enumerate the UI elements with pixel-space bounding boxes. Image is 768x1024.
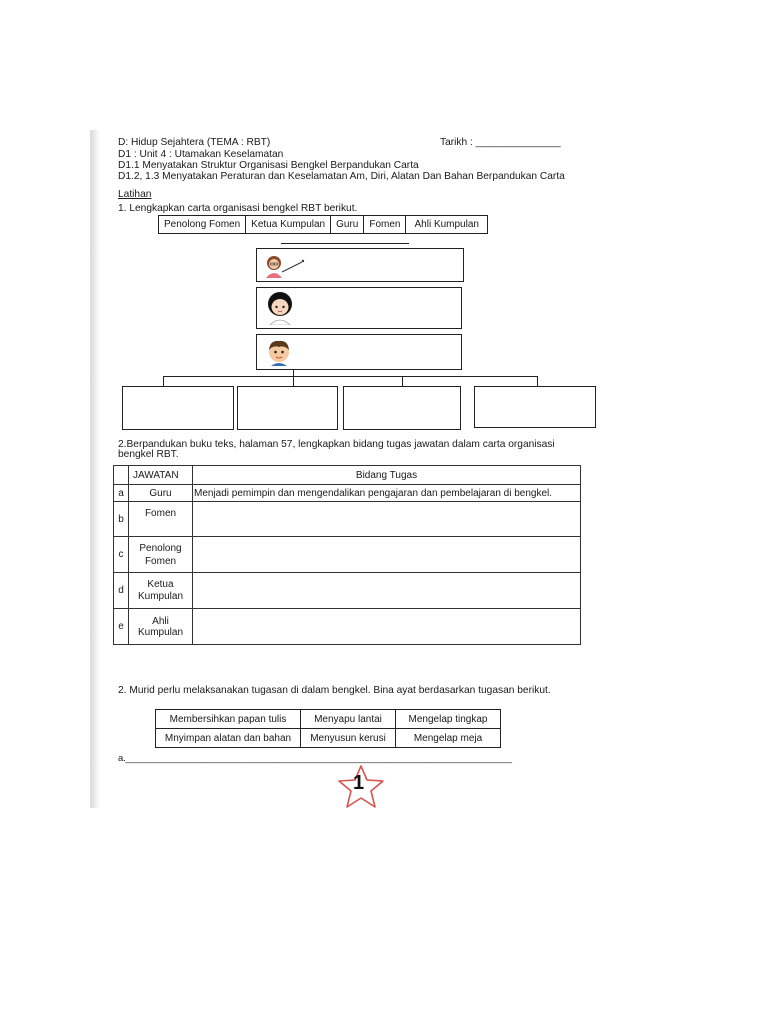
task-cell: Menyusun kerusi: [301, 729, 396, 748]
row-role: Guru: [129, 485, 193, 502]
task-cell: Mengelap meja: [396, 729, 501, 748]
q3-prompt: 2. Murid perlu melaksanakan tugasan di dalam bengkel. Bina ayat berdasarkan tugasan berikut.: [118, 685, 551, 696]
page-shadow: [90, 130, 100, 808]
header-theme: D: Hidup Sejahtera (TEMA : RBT): [118, 137, 271, 148]
row-role: Ahli Kumpulan: [129, 609, 193, 645]
role-word: Ketua Kumpulan: [246, 216, 331, 234]
row-letter: c: [114, 537, 129, 573]
connector-drop: [402, 376, 403, 386]
boy-student-icon: [264, 338, 294, 366]
task-cell: Menyapu lantai: [301, 710, 396, 729]
teacher-icon: [262, 253, 308, 279]
connector-horizontal: [163, 376, 538, 377]
header-objective-1: D1.1 Menyatakan Struktur Organisasi Bengkel Berpandukan Carta: [118, 160, 419, 171]
col-header-duty: Bidang Tugas: [193, 466, 581, 485]
girl-student-icon: [264, 291, 296, 325]
header-unit: D1 : Unit 4 : Utamakan Keselamatan: [118, 149, 284, 160]
row-role: Penolong Fomen: [129, 537, 193, 573]
role-word: Ahli Kumpulan: [406, 216, 487, 234]
answer-line-a[interactable]: a.____________________________________________________________________________: [118, 753, 512, 764]
page-number: 1: [353, 772, 365, 794]
connector-drop: [293, 376, 294, 386]
q2-prompt: 2.Berpandukan buku teks, halaman 57, lengkapkan bidang tugas jawatan dalam carta organisasi: [118, 439, 555, 450]
row-duty-blank[interactable]: [193, 502, 581, 537]
date-field: Tarikh : _______________: [440, 137, 561, 148]
duties-table: [113, 465, 581, 645]
org-box-bottom-2[interactable]: [237, 386, 338, 430]
org-box-bottom-4[interactable]: [474, 386, 596, 428]
col-header-role: JAWATAN: [129, 466, 193, 485]
role-word: Penolong Fomen: [159, 216, 246, 234]
task-cell: Mnyimpan alatan dan bahan: [156, 729, 301, 748]
row-role: Fomen: [129, 502, 193, 537]
section-title: Latihan: [118, 189, 152, 200]
table-row: [114, 537, 581, 573]
row-duty-blank[interactable]: [193, 609, 581, 645]
row-letter: a: [114, 485, 129, 502]
row-letter: d: [114, 573, 129, 609]
table-row: [114, 573, 581, 609]
table-corner-cell: [114, 466, 129, 485]
header-objective-2: D1.2, 1.3 Menyatakan Peraturan dan Keselamatan Am, Diri, Alatan Dan Bahan Berpandukan Carta: [118, 171, 565, 182]
tasks-table: [155, 709, 501, 748]
connector-drop: [537, 376, 538, 386]
role-word: Guru: [331, 216, 364, 234]
q1-prompt: 1. Lengkapkan carta organisasi bengkel RBT berikut.: [118, 203, 358, 214]
role-word: Fomen: [364, 216, 406, 234]
task-cell: Membersihkan papan tulis: [156, 710, 301, 729]
row-letter: b: [114, 502, 129, 537]
table-row: [114, 485, 581, 502]
table-row: [114, 609, 581, 645]
row-role: Ketua Kumpulan: [129, 573, 193, 609]
org-box-bottom-1[interactable]: [122, 386, 234, 430]
q2-prompt-cont: bengkel RBT.: [118, 449, 179, 460]
row-duty-blank[interactable]: [193, 537, 581, 573]
chart-title-blank[interactable]: [281, 243, 409, 244]
org-box-bottom-3[interactable]: [343, 386, 461, 430]
task-cell: Mengelap tingkap: [396, 710, 501, 729]
roles-word-bank: [158, 215, 488, 234]
row-duty: Menjadi pemimpin dan mengendalikan pengajaran dan pembelajaran di bengkel.: [193, 485, 581, 502]
connector-drop: [163, 376, 164, 386]
row-letter: e: [114, 609, 129, 645]
row-duty-blank[interactable]: [193, 573, 581, 609]
table-row: [114, 502, 581, 537]
